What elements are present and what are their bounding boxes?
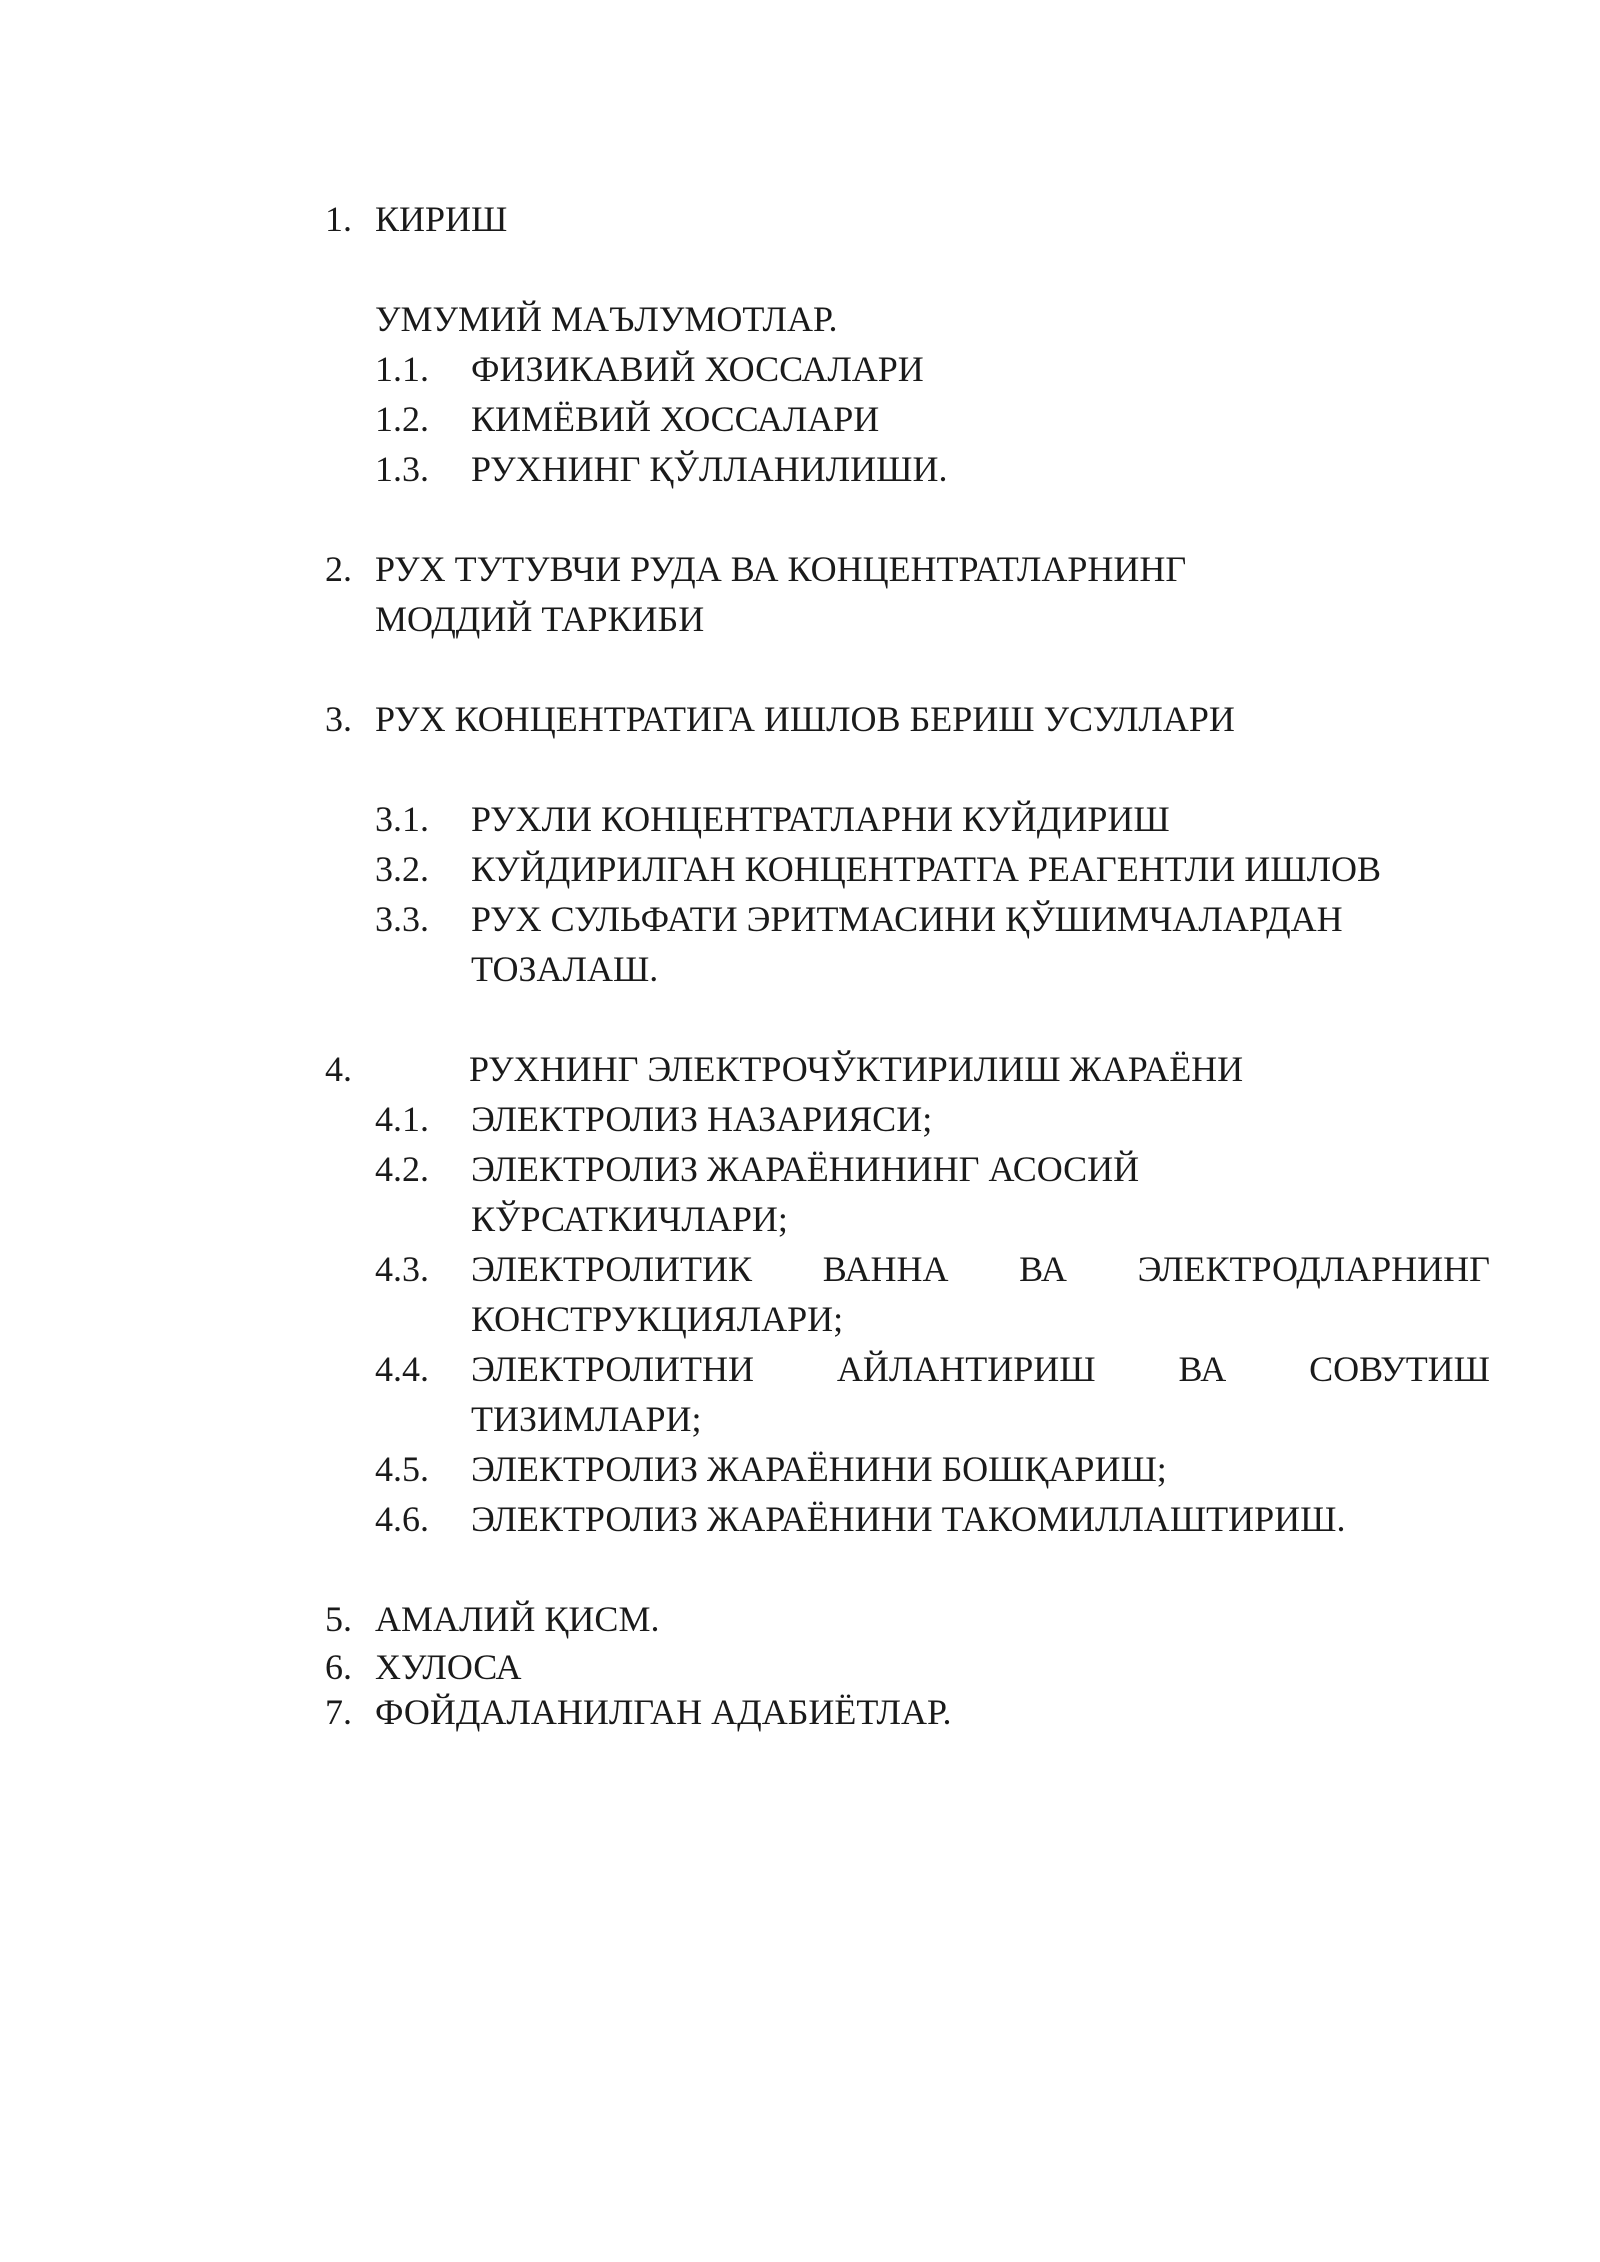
toc-title: ЭЛЕКТРОЛИЗ НАЗАРИЯСИ;: [471, 1099, 933, 1139]
toc-item-4-2: [325, 1144, 1490, 1244]
toc-item-4: [325, 1044, 1490, 1094]
toc-title-line: ЭЛЕКТРОЛИТИК ВАННА ВА ЭЛЕКТРОДЛАРНИНГ: [471, 1249, 1490, 1289]
toc-title-line: ЭЛЕКТРОЛИЗ ЖАРАЁНИНИНГ АСОСИЙ: [471, 1149, 1140, 1189]
toc-item-3-2: [325, 844, 1490, 894]
toc-item-1-2: [325, 394, 1490, 444]
toc-number: 1.: [325, 199, 352, 239]
toc-number: 5.: [325, 1599, 352, 1639]
toc-number: 4.6.: [375, 1499, 429, 1539]
table-of-contents: [325, 194, 1490, 1734]
toc-title: ХУЛОСА: [375, 1647, 522, 1687]
toc-intro: [325, 294, 1490, 344]
toc-number: 3.: [325, 699, 352, 739]
toc-number: 1.3.: [375, 449, 429, 489]
toc-title: КИМЁВИЙ ХОССАЛАРИ: [471, 399, 880, 439]
toc-title: РУХНИНГ ЭЛЕКТРОЧЎКТИРИЛИШ ЖАРАЁНИ: [469, 1049, 1244, 1089]
toc-title: АМАЛИЙ ҚИСМ.: [375, 1599, 660, 1639]
toc-title: УМУМИЙ МАЪЛУМОТЛАР.: [375, 299, 838, 339]
toc-number: 3.1.: [375, 799, 429, 839]
toc-number: 6.: [325, 1647, 352, 1687]
toc-title: ЭЛЕКТРОЛИЗ ЖАРАЁНИНИ БОШҚАРИШ;: [471, 1449, 1167, 1489]
toc-title: [375, 544, 1490, 644]
toc-item-1-1: [325, 344, 1490, 394]
toc-number: 1.1.: [375, 349, 429, 389]
toc-item-4-4: [325, 1344, 1490, 1444]
toc-title: РУХ КОНЦЕНТРАТИГА ИШЛОВ БЕРИШ УСУЛЛАРИ: [375, 699, 1235, 739]
toc-title: ЭЛЕКТРОЛИЗ ЖАРАЁНИНИ ТАКОМИЛЛАШТИРИШ.: [471, 1499, 1346, 1539]
toc-title: [471, 1344, 1490, 1444]
toc-title: [471, 894, 1490, 994]
toc-title: ФИЗИКАВИЙ ХОССАЛАРИ: [471, 349, 924, 389]
toc-number: 7.: [325, 1692, 352, 1732]
toc-title: РУХНИНГ ҚЎЛЛАНИЛИШИ.: [471, 449, 948, 489]
toc-item-4-1: [325, 1094, 1490, 1144]
toc-item-5: [325, 1594, 1490, 1644]
toc-number: 4.: [325, 1049, 352, 1089]
toc-title: КУЙДИРИЛГАН КОНЦЕНТРАТГА РЕАГЕНТЛИ ИШЛОВ: [471, 849, 1382, 889]
toc-number: 4.3.: [375, 1249, 429, 1289]
toc-number: 4.4.: [375, 1349, 429, 1389]
toc-title: КИРИШ: [375, 199, 508, 239]
toc-item-3: [325, 694, 1490, 744]
toc-title: [471, 1144, 1490, 1244]
toc-title-line: РУХ ТУТУВЧИ РУДА ВА КОНЦЕНТРАТЛАРНИНГ: [375, 549, 1187, 589]
toc-title-line: КОНСТРУКЦИЯЛАРИ;: [471, 1299, 844, 1339]
toc-item-1-3: [325, 444, 1490, 494]
toc-number: 4.5.: [375, 1449, 429, 1489]
toc-title-line: ТИЗИМЛАРИ;: [471, 1399, 702, 1439]
toc-number: 4.2.: [375, 1149, 429, 1189]
toc-item-4-6: [325, 1494, 1490, 1544]
toc-title-line: КЎРСАТКИЧЛАРИ;: [471, 1199, 788, 1239]
toc-item-6: [325, 1644, 1490, 1690]
toc-item-3-1: [325, 794, 1490, 844]
toc-title-line: ТОЗАЛАШ.: [471, 949, 659, 989]
toc-item-7: [325, 1690, 1490, 1734]
toc-item-3-3: [325, 894, 1490, 994]
toc-number: 3.2.: [375, 849, 429, 889]
toc-number: 3.3.: [375, 899, 429, 939]
toc-title: ФОЙДАЛАНИЛГАН АДАБИЁТЛАР.: [375, 1692, 952, 1732]
toc-title-line: ЭЛЕКТРОЛИТНИ АЙЛАНТИРИШ ВА СОВУТИШ: [471, 1349, 1490, 1389]
toc-number: 1.2.: [375, 399, 429, 439]
toc-item-2: [325, 544, 1490, 644]
toc-item-4-3: [325, 1244, 1490, 1344]
toc-number: 4.1.: [375, 1099, 429, 1139]
toc-item-4-5: [325, 1444, 1490, 1494]
toc-title: РУХЛИ КОНЦЕНТРАТЛАРНИ КУЙДИРИШ: [471, 799, 1170, 839]
toc-title: [471, 1244, 1490, 1344]
toc-number: 2.: [325, 549, 352, 589]
toc-item-1: [325, 194, 1490, 244]
toc-title-line: РУХ СУЛЬФАТИ ЭРИТМАСИНИ ҚЎШИМЧАЛАРДАН: [471, 899, 1343, 939]
toc-title-line: МОДДИЙ ТАРКИБИ: [375, 599, 705, 639]
